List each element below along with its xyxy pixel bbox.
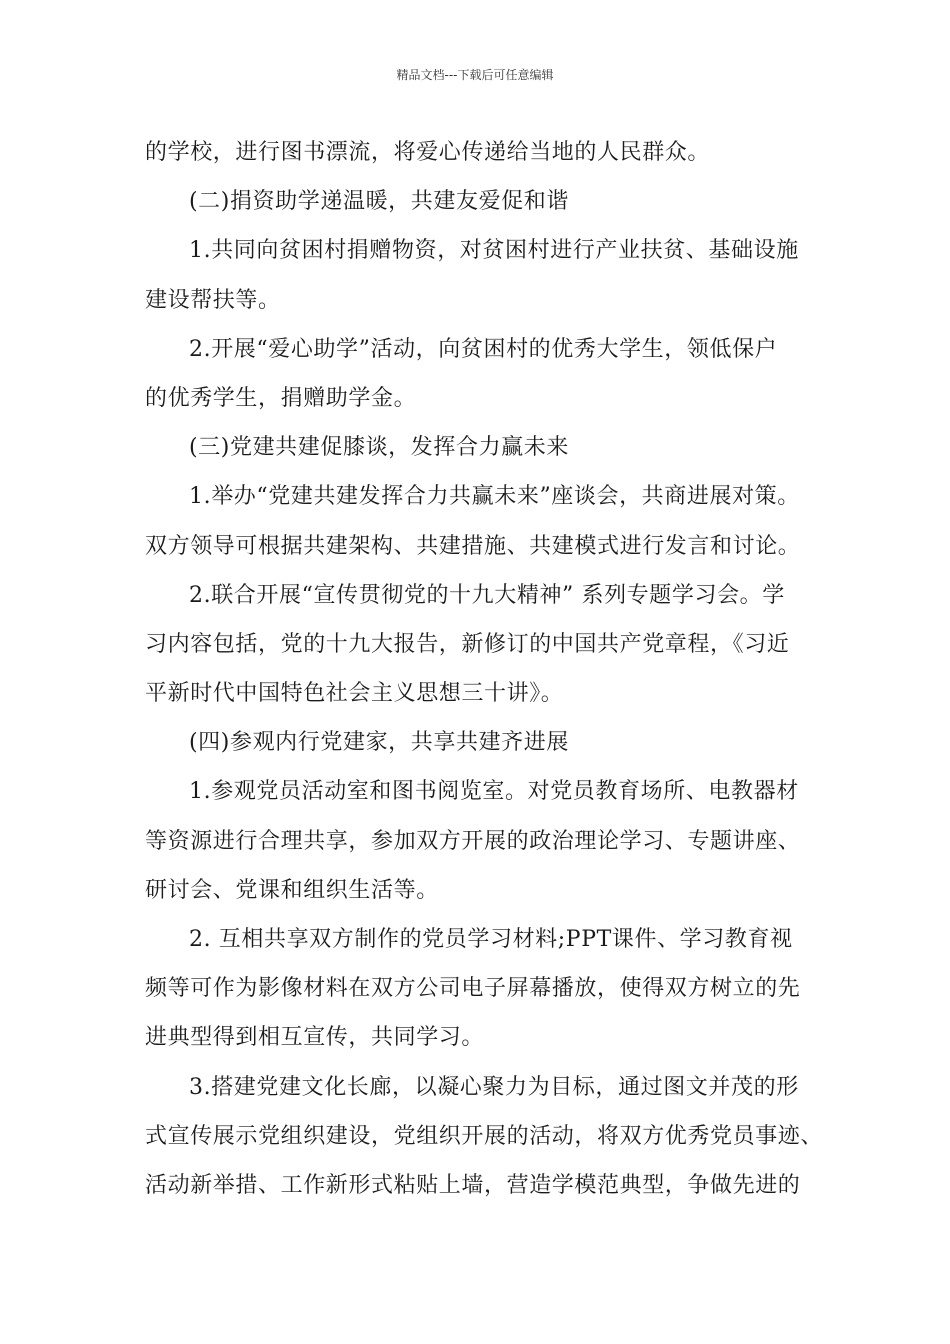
- body-line: 1.参观党员活动室和图书阅览室。对党员教育场所、电教器材: [189, 779, 799, 805]
- body-line: 双方领导可根据共建架构、共建措施、共建模式进行发言和讨论。: [145, 533, 801, 559]
- body-line: 1.举办“党建共建发挥合力共赢未来”座谈会，共商进展对策。: [189, 484, 800, 510]
- body-line: 3.搭建党建文化长廊，以凝心聚力为目标，通过图文并茂的形: [189, 1074, 799, 1100]
- body-line: 平新时代中国特色社会主义思想三十讲》。: [145, 681, 564, 707]
- document-body: [145, 128, 835, 1210]
- body-line: 习内容包括，党的十九大报告，新修订的中国共产党章程，《习近: [145, 631, 790, 657]
- body-line: 2.联合开展“宣传贯彻党的十九大精神” 系列专题学习会。学: [189, 582, 785, 608]
- body-line: 研讨会、党课和组织生活等。: [145, 877, 439, 903]
- body-line: 建设帮扶等。: [145, 287, 281, 313]
- section-heading: (三)党建共建促膝谈，发挥合力赢未来: [189, 435, 569, 461]
- body-line: 活动新举措、工作新形式粘贴上墙，营造学模范典型，争做先进的: [145, 1172, 801, 1198]
- body-line: 的优秀学生，捐赠助学金。: [145, 385, 417, 411]
- body-line: 1.共同向贫困村捐赠物资，对贫困村进行产业扶贫、基础设施: [189, 238, 799, 264]
- section-heading: (四)参观内行党建家，共享共建齐进展: [189, 730, 569, 756]
- body-line: 的学校，进行图书漂流，将爱心传递给当地的人民群众。: [145, 140, 711, 165]
- page-header: 精品文档---下载后可任意编辑: [396, 68, 554, 82]
- body-line: 2.开展“爱心助学”活动，向贫困村的优秀大学生，领低保户: [189, 336, 778, 362]
- body-line: 进典型得到相互宣传，共同学习。: [145, 1025, 485, 1051]
- body-line: 式宣传展示党组织建设，党组织开展的活动，将双方优秀党员事迹、: [145, 1123, 824, 1149]
- body-line: 频等可作为影像材料在双方公司电子屏幕播放，使得双方树立的先: [145, 976, 801, 1002]
- body-line: 等资源进行合理共享，参加双方开展的政治理论学习、专题讲座、: [145, 828, 801, 854]
- body-line: 2. 互相共享双方制作的党员学习材料;PPT课件、学习教育视: [189, 927, 793, 952]
- section-heading: (二)捐资助学递温暖，共建友爱促和谐: [189, 189, 569, 215]
